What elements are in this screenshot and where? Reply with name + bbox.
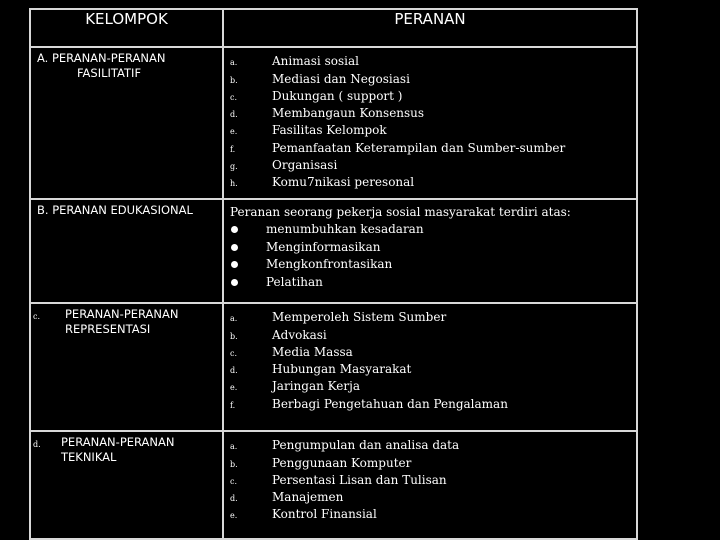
roles-cell-representasi bbox=[223, 303, 637, 431]
bullet-icon bbox=[231, 279, 238, 286]
list-item bbox=[230, 274, 636, 292]
roles-cell-fasilitatif bbox=[223, 47, 637, 199]
item-marker: c. bbox=[230, 476, 238, 486]
group-label-teknikal bbox=[31, 432, 222, 465]
item-text: Dukungan ( support ) bbox=[272, 88, 403, 103]
item-marker: a. bbox=[230, 58, 238, 68]
list-item bbox=[230, 121, 636, 138]
group-title-line2: FASILITATIF bbox=[77, 66, 142, 80]
group-title-line1: PERANAN-PERANAN bbox=[61, 435, 175, 449]
edukasional-intro: Peranan seorang pekerja sosial masyarakat terdiri atas: bbox=[230, 205, 571, 219]
row-teknikal bbox=[30, 431, 637, 539]
item-text: menumbuhkan kesadaran bbox=[266, 222, 424, 237]
item-marker: e. bbox=[230, 511, 238, 521]
group-label-edukasional bbox=[31, 200, 222, 218]
list-item bbox=[230, 360, 636, 377]
item-text: Hubungan Masyarakat bbox=[272, 362, 412, 377]
list-item bbox=[230, 453, 636, 470]
header-row bbox=[30, 9, 637, 47]
list-item bbox=[230, 343, 636, 360]
group-label-representasi bbox=[31, 304, 222, 337]
item-marker: a. bbox=[230, 314, 238, 324]
list-item bbox=[230, 173, 636, 190]
group-marker: c. bbox=[33, 312, 41, 321]
list-item bbox=[230, 394, 636, 411]
header-peranan: PERANAN bbox=[223, 9, 637, 47]
group-title-line2: TEKNIKAL bbox=[61, 450, 117, 464]
item-text: Animasi sosial bbox=[272, 54, 359, 69]
roles-cell-teknikal bbox=[223, 431, 637, 539]
list-item bbox=[230, 436, 636, 453]
item-text: Membangaun Konsensus bbox=[272, 106, 425, 121]
group-title-line1: PERANAN-PERANAN bbox=[65, 307, 179, 321]
item-marker: e. bbox=[230, 127, 238, 137]
group-title bbox=[55, 435, 174, 465]
group-title-line2: REPRESENTASI bbox=[65, 322, 151, 336]
list-item bbox=[230, 239, 636, 257]
item-text: Komu7nikasi peresonal bbox=[272, 175, 415, 190]
group-cell-representasi bbox=[30, 303, 223, 431]
item-text: Jaringan Kerja bbox=[272, 379, 361, 394]
list-item bbox=[230, 69, 636, 86]
list-item bbox=[230, 471, 636, 488]
list-item bbox=[230, 256, 636, 274]
list-item bbox=[230, 221, 636, 239]
group-title-line1: B. PERANAN EDUKASIONAL bbox=[37, 203, 193, 217]
bullet-icon bbox=[231, 244, 238, 251]
item-marker: c. bbox=[230, 92, 238, 102]
roles-table bbox=[29, 8, 638, 540]
bullet-icon bbox=[231, 261, 238, 268]
group-marker: d. bbox=[33, 440, 41, 449]
group-cell-edukasional bbox=[30, 199, 223, 303]
list-item bbox=[230, 505, 636, 522]
roles-list-fasilitatif bbox=[224, 48, 636, 190]
item-marker: d. bbox=[230, 494, 238, 504]
item-text: Media Massa bbox=[272, 344, 353, 359]
list-item bbox=[230, 488, 636, 505]
item-text: Memperoleh Sistem Sumber bbox=[272, 310, 447, 325]
list-item bbox=[230, 156, 636, 173]
item-marker: b. bbox=[230, 459, 238, 469]
roles-list-teknikal bbox=[224, 432, 636, 522]
item-text: Manajemen bbox=[272, 490, 344, 505]
row-fasilitatif bbox=[30, 47, 637, 199]
group-cell-fasilitatif bbox=[30, 47, 223, 199]
item-text: Mediasi dan Negosiasi bbox=[272, 71, 410, 86]
item-text: Menginformasikan bbox=[266, 239, 381, 254]
list-item bbox=[230, 87, 636, 104]
item-marker: a. bbox=[230, 442, 238, 452]
item-marker: f. bbox=[230, 144, 236, 154]
group-label-fasilitatif bbox=[31, 48, 222, 81]
item-text: Persentasi Lisan dan Tulisan bbox=[272, 472, 447, 487]
item-text: Berbagi Pengetahuan dan Pengalaman bbox=[272, 396, 508, 411]
item-text: Organisasi bbox=[272, 158, 338, 173]
item-marker: b. bbox=[230, 331, 238, 341]
list-item bbox=[230, 52, 636, 69]
item-marker: e. bbox=[230, 383, 238, 393]
item-text: Kontrol Finansial bbox=[272, 507, 377, 522]
header-kelompok: KELOMPOK bbox=[30, 9, 223, 47]
item-marker: c. bbox=[230, 348, 238, 358]
item-marker: d. bbox=[230, 110, 238, 120]
roles-block-edukasional bbox=[224, 200, 636, 291]
item-text: Penggunaan Komputer bbox=[272, 455, 412, 470]
item-marker: d. bbox=[230, 366, 238, 376]
roles-cell-edukasional bbox=[223, 199, 637, 303]
list-item bbox=[230, 377, 636, 394]
group-cell-teknikal bbox=[30, 431, 223, 539]
bullet-icon bbox=[231, 226, 238, 233]
item-text: Advokasi bbox=[272, 327, 327, 342]
item-marker: h. bbox=[230, 179, 238, 189]
item-text: Fasilitas Kelompok bbox=[272, 123, 387, 138]
list-item bbox=[230, 308, 636, 325]
roles-list-edukasional bbox=[230, 221, 636, 291]
item-text: Mengkonfrontasikan bbox=[266, 257, 393, 272]
item-text: Pengumpulan dan analisa data bbox=[272, 438, 460, 453]
group-title bbox=[55, 307, 178, 337]
group-title-line1: A. PERANAN-PERANAN bbox=[37, 51, 166, 65]
list-item bbox=[230, 325, 636, 342]
item-text: Pelatihan bbox=[266, 274, 323, 289]
row-edukasional bbox=[30, 199, 637, 303]
list-item bbox=[230, 104, 636, 121]
item-text: Pemanfaatan Keterampilan dan Sumber-sumber bbox=[272, 140, 566, 155]
list-item bbox=[230, 138, 636, 155]
row-representasi bbox=[30, 303, 637, 431]
item-marker: b. bbox=[230, 75, 238, 85]
item-marker: f. bbox=[230, 400, 236, 410]
roles-list-representasi bbox=[224, 304, 636, 412]
item-marker: g. bbox=[230, 162, 238, 172]
